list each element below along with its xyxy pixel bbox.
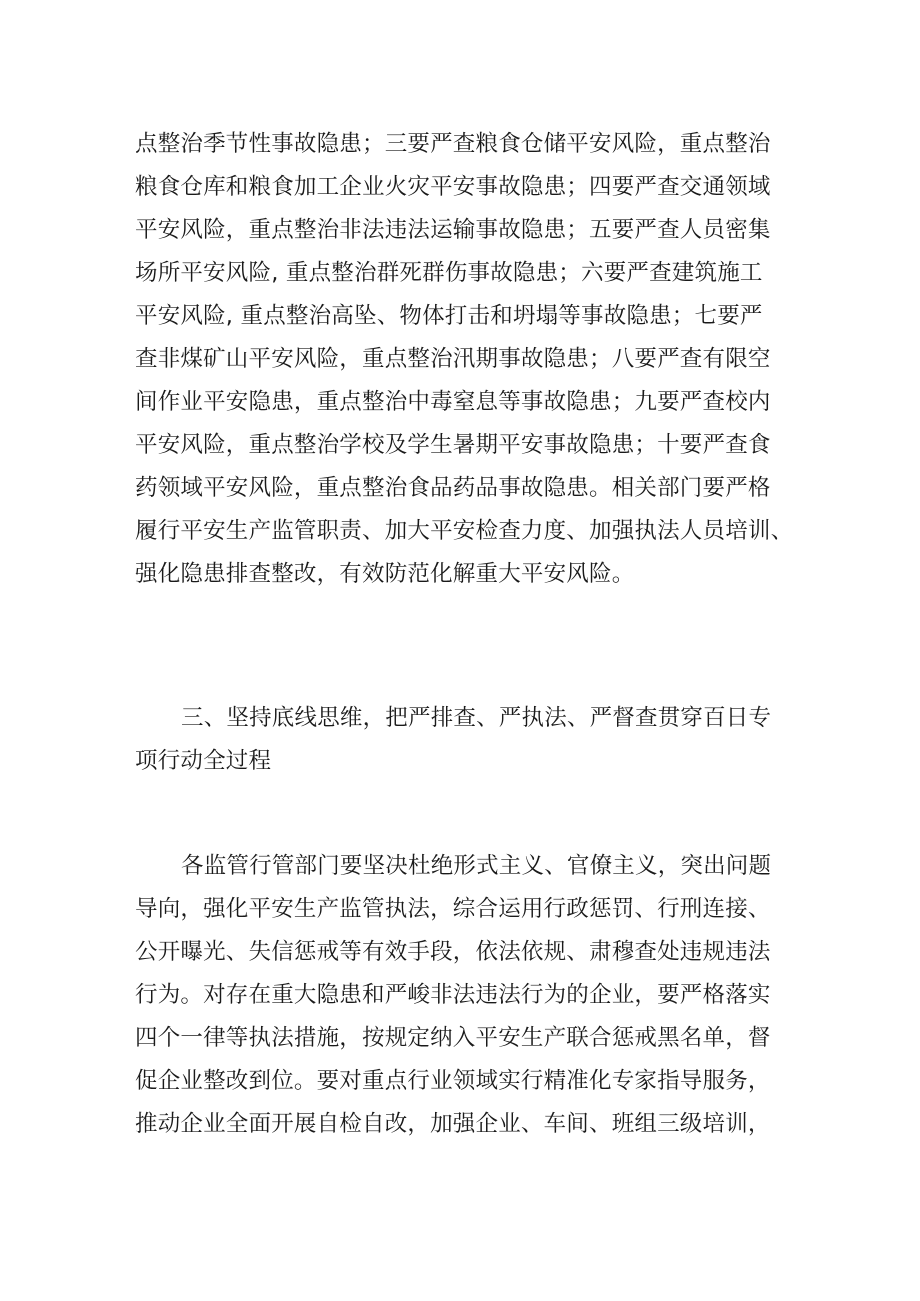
text-line: 平安风险, 重点整治高坠、物体打击和坍塌等事故隐患；七要严 bbox=[135, 303, 763, 329]
text-line: 推动企业全面开展自检自改，加强企业、车间、班组三级培训， bbox=[135, 1111, 771, 1137]
text-line: 行为。对存在重大隐患和严峻非法违法行为的企业，要严格落实 bbox=[135, 982, 771, 1008]
heading-line: 项行动全过程 bbox=[135, 748, 272, 774]
text-line: 促企业整改到位。要对重点行业领域实行精准化专家指导服务， bbox=[135, 1068, 771, 1094]
heading-line: 三、坚持底线思维，把严排查、严执法、严督查贯穿百日专 bbox=[181, 705, 772, 731]
text-line: 强化隐患排查整改，有效防范化解重大平安风险。 bbox=[135, 561, 635, 587]
text-line: 公开曝光、失信惩戒等有效手段，依法依规、肃穆查处违规违法 bbox=[135, 939, 771, 965]
text-line: 平安风险，重点整治学校及学生暑期平安事故隐患；十要严查食 bbox=[135, 432, 771, 458]
text-line: 查非煤矿山平安风险，重点整治汛期事故隐患；八要严查有限空 bbox=[135, 346, 771, 372]
section-heading-3 bbox=[135, 697, 815, 783]
text-line: 履行平安生产监管职责、加大平安检查力度、加强执法人员培训、 bbox=[135, 518, 794, 544]
text-line: 间作业平安隐患，重点整治中毒窒息等事故隐患；九要严查校内 bbox=[135, 389, 771, 415]
body-paragraph-section3 bbox=[135, 845, 815, 1146]
text-line: 药领域平安风险，重点整治食品药品事故隐患。相关部门要严格 bbox=[135, 475, 771, 501]
text-line: 粮食仓库和粮食加工企业火灾平安事故隐患；四要严查交通领域 bbox=[135, 174, 771, 200]
text-line: 点整治季节性事故隐患；三要严查粮食仓储平安风险，重点整治 bbox=[135, 131, 771, 157]
text-line: 四个一律等执法措施，按规定纳入平安生产联合惩戒黑名单，督 bbox=[135, 1025, 771, 1051]
text-line: 导向，强化平安生产监管执法，综合运用行政惩罚、行刑连接、 bbox=[135, 896, 771, 922]
text-line: 场所平安风险, 重点整治群死群伤事故隐患；六要严查建筑施工 bbox=[135, 260, 763, 286]
body-paragraph-continued bbox=[135, 123, 815, 596]
text-line: 各监管行管部门要坚决杜绝形式主义、官僚主义，突出问题 bbox=[181, 853, 772, 879]
text-line: 平安风险，重点整治非法违法运输事故隐患；五要严查人员密集 bbox=[135, 217, 771, 243]
